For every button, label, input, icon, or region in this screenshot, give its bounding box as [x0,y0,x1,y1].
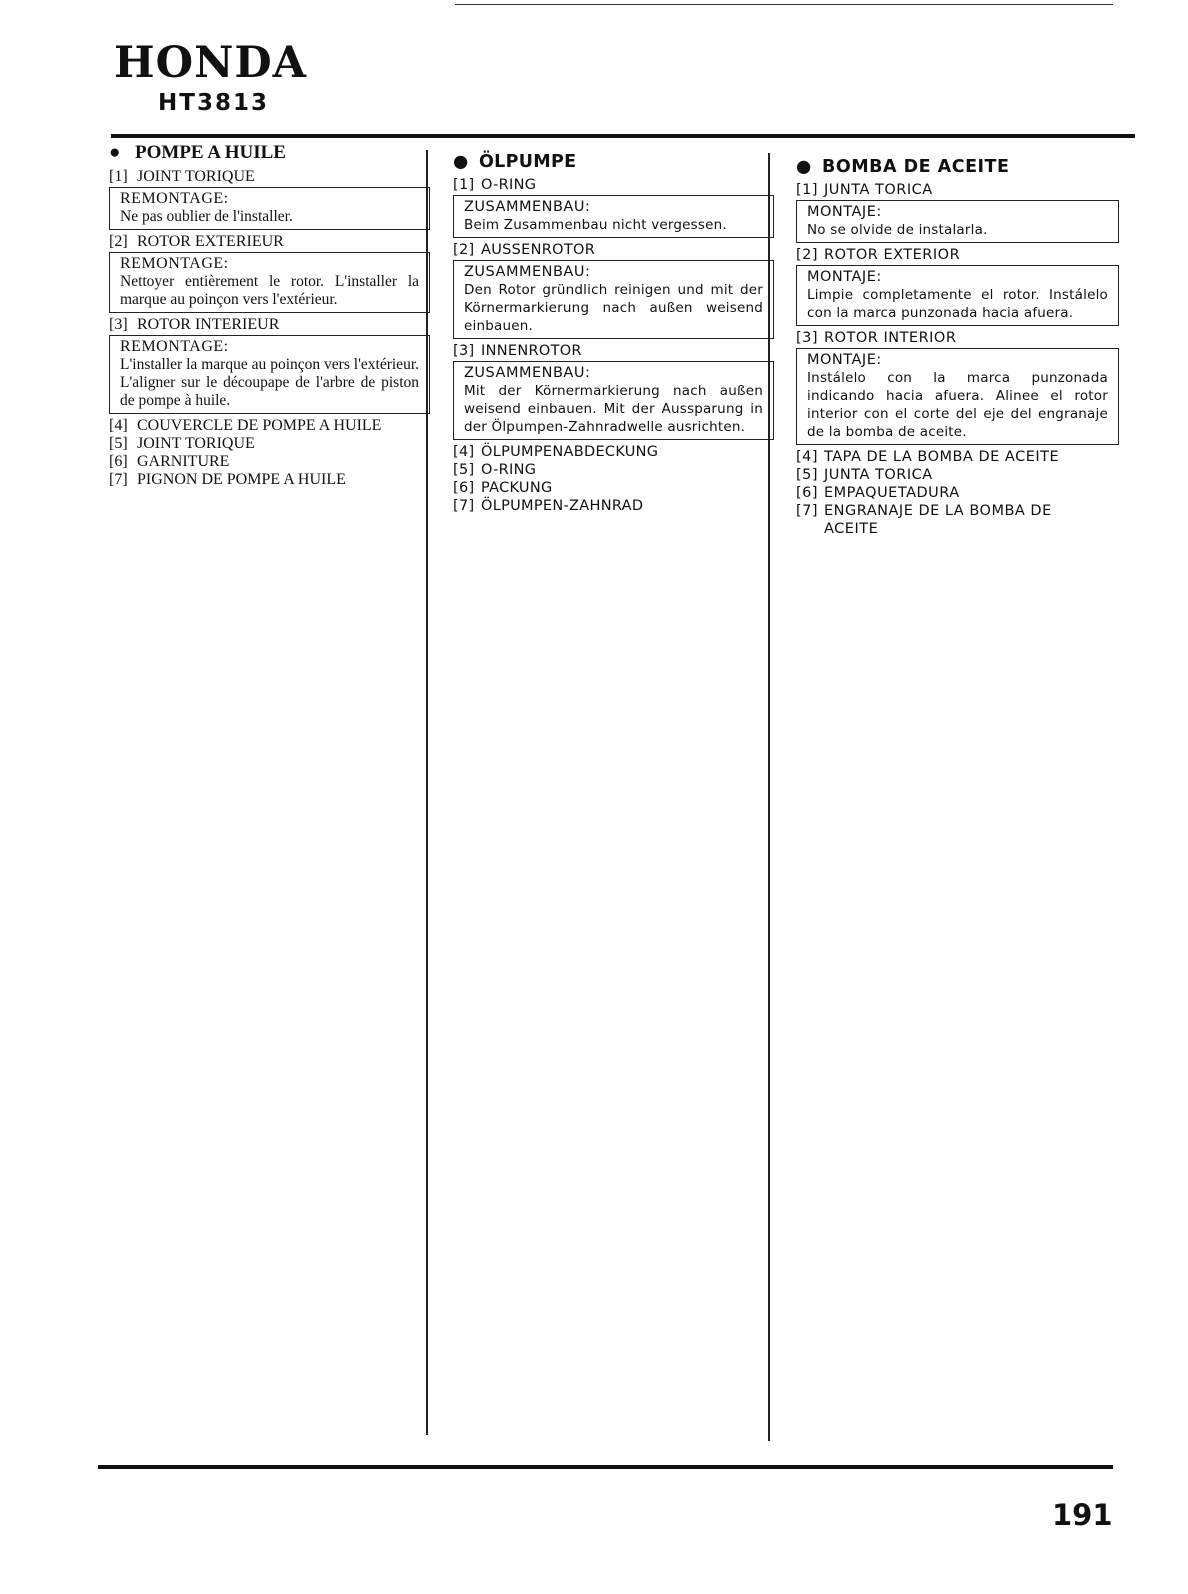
note-box: MONTAJE: No se olvide de instalarla. [796,200,1119,243]
part-item: [5] O-RING [453,462,537,478]
part-item: [2] ROTOR EXTERIEUR [109,233,284,250]
top-rule [455,4,1113,5]
part-item: [4] ÖLPUMPENABDECKUNG [453,444,659,460]
part-item: [2] AUSSENROTOR [453,242,596,258]
part-item: [6] EMPAQUETADURA [796,485,960,501]
part-item: [7] ÖLPUMPEN-ZAHNRAD [453,498,644,514]
column-spanish [796,157,1119,538]
part-item: [1] JUNTA TORICA [796,182,933,198]
part-item: [6] PACKUNG [453,480,553,496]
header-rule [111,134,1135,138]
section-title: ● BOMBA DE ACEITE [796,157,1010,177]
part-item: [5] JUNTA TORICA [796,467,933,483]
part-item: [7] ENGRANAJE DE LA BOMBA DE [796,503,1052,519]
model-number: HT3813 [158,90,269,116]
part-item-continuation: ACEITE [824,521,879,537]
part-item: [1] JOINT TORIQUE [109,168,255,185]
brand-logo: HONDA [114,38,308,88]
bullet-icon: ● [796,157,812,177]
part-item: [1] O-RING [453,177,537,193]
note-box: ZUSAMMENBAU: Beim Zusammenbau nicht vergessen. [453,195,774,238]
column-french [109,142,430,489]
note-box: MONTAJE: Limpie completamente el rotor. Instálelo con la marca punzonada hacia afuera. [796,265,1119,326]
part-item: [3] INNENROTOR [453,343,582,359]
part-item: [4] COUVERCLE DE POMPE A HUILE [109,417,382,434]
section-title: ● ÖLPUMPE [453,152,577,172]
note-box: REMONTAGE: Nettoyer entièrement le rotor. L'installer la marque au poinçon vers l'extérieur. [109,252,430,313]
footer-rule [98,1465,1113,1469]
note-box: MONTAJE: Instálelo con la marca punzonada indicando hacia afuera. Alinee el rotor interior con el corte del eje del engranaje de la bomba de aceite. [796,348,1119,445]
section-title: ● POMPE A HUILE [109,142,286,163]
bullet-icon: ● [109,142,121,163]
part-item: [4] TAPA DE LA BOMBA DE ACEITE [796,449,1060,465]
part-item: [7] PIGNON DE POMPE A HUILE [109,471,346,488]
part-item: [5] JOINT TORIQUE [109,435,255,452]
note-box: ZUSAMMENBAU: Den Rotor gründlich reinigen und mit der Körnermarkierung nach außen weisend einbauen. [453,260,774,339]
part-item: [3] ROTOR INTERIEUR [109,316,280,333]
part-item: [6] GARNITURE [109,453,230,470]
column-german [453,152,774,515]
note-box: REMONTAGE: Ne pas oublier de l'installer. [109,187,430,230]
part-item: [3] ROTOR INTERIOR [796,330,957,346]
note-box: REMONTAGE: L'installer la marque au poinçon vers l'extérieur. L'aligner sur le découpape de l'arbre de piston de pompe à huile. [109,335,430,414]
note-box: ZUSAMMENBAU: Mit der Körnermarkierung nach außen weisend einbauen. Mit der Aussparung in der Ölpumpen-Zahnradwelle ausrichten. [453,361,774,440]
part-item: [2] ROTOR EXTERIOR [796,247,961,263]
page-number: 191 [1052,1498,1113,1532]
bullet-icon: ● [453,152,469,172]
